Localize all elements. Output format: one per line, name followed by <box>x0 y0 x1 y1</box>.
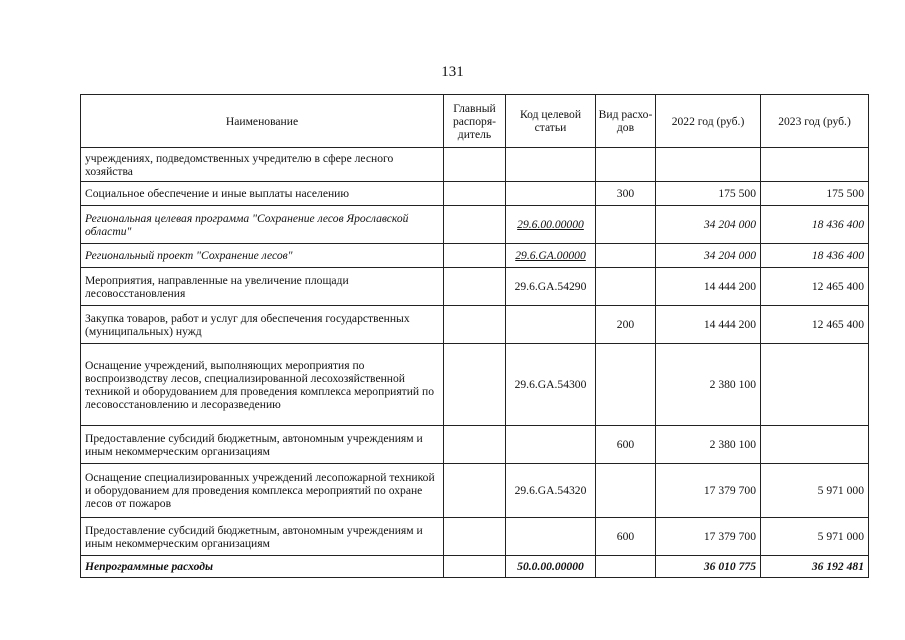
table-row-total <box>81 556 869 578</box>
table-row <box>81 244 869 268</box>
row-code <box>506 148 596 182</box>
row-type: 200 <box>596 306 656 344</box>
table-row <box>81 426 869 464</box>
budget-table <box>80 94 869 578</box>
row-code <box>506 426 596 464</box>
row-2022: 36 010 775 <box>656 556 761 578</box>
row-manager <box>444 244 506 268</box>
row-2022: 17 379 700 <box>656 464 761 518</box>
row-2023: 18 436 400 <box>761 244 869 268</box>
row-2023: 36 192 481 <box>761 556 869 578</box>
row-name: Социальное обеспечение и иные выплаты населению <box>81 182 444 206</box>
row-2023: 12 465 400 <box>761 306 869 344</box>
table-header-row <box>81 95 869 148</box>
row-2022: 2 380 100 <box>656 426 761 464</box>
row-manager <box>444 206 506 244</box>
row-name: Региональный проект "Сохранение лесов" <box>81 244 444 268</box>
row-code <box>506 182 596 206</box>
table-row <box>81 518 869 556</box>
row-2022: 175 500 <box>656 182 761 206</box>
row-code: 29.6.GA.54290 <box>506 268 596 306</box>
row-name: Мероприятия, направленные на увеличение площади лесовосстановления <box>81 268 444 306</box>
row-name: Непрограммные расходы <box>81 556 444 578</box>
row-2023: 18 436 400 <box>761 206 869 244</box>
header-code: Код целевой статьи <box>506 95 596 148</box>
row-code: 29.6.GA.54320 <box>506 464 596 518</box>
row-code: 29.6.GA.54300 <box>506 344 596 426</box>
row-name: Оснащение специализированных учреждений лесопожарной техникой и оборудованием для проведения комплекса мероприятий по охране лесов от пожаров <box>81 464 444 518</box>
row-type: 300 <box>596 182 656 206</box>
row-2022: 14 444 200 <box>656 306 761 344</box>
header-type: Вид расхо-дов <box>596 95 656 148</box>
row-code <box>506 306 596 344</box>
row-manager <box>444 306 506 344</box>
row-name: учреждениях, подведомственных учредителю в сфере лесного хозяйства <box>81 148 444 182</box>
table-row <box>81 148 869 182</box>
row-name: Региональная целевая программа "Сохранение лесов Ярославской области" <box>81 206 444 244</box>
row-type: 600 <box>596 426 656 464</box>
row-name: Предоставление субсидий бюджетным, автономным учреждениям и иным некоммерческим организациям <box>81 518 444 556</box>
header-name: Наименование <box>81 95 444 148</box>
row-type <box>596 206 656 244</box>
row-code: 50.0.00.00000 <box>506 556 596 578</box>
row-manager <box>444 426 506 464</box>
row-manager <box>444 464 506 518</box>
row-type <box>596 556 656 578</box>
page-number: 131 <box>441 64 464 80</box>
row-2022: 34 204 000 <box>656 244 761 268</box>
row-type <box>596 244 656 268</box>
row-2022 <box>656 148 761 182</box>
table-row <box>81 182 869 206</box>
table-row <box>81 306 869 344</box>
row-2023: 175 500 <box>761 182 869 206</box>
row-type <box>596 148 656 182</box>
row-type <box>596 464 656 518</box>
row-2022: 34 204 000 <box>656 206 761 244</box>
table-row <box>81 344 869 426</box>
row-2023: 5 971 000 <box>761 464 869 518</box>
row-manager <box>444 344 506 426</box>
header-manager: Главный распоря-дитель <box>444 95 506 148</box>
row-manager <box>444 556 506 578</box>
row-manager <box>444 268 506 306</box>
row-name: Закупка товаров, работ и услуг для обеспечения государственных (муниципальных) нужд <box>81 306 444 344</box>
row-code: 29.6.00.00000 <box>506 206 596 244</box>
table-row <box>81 464 869 518</box>
header-2022: 2022 год (руб.) <box>656 95 761 148</box>
row-manager <box>444 518 506 556</box>
row-2022: 14 444 200 <box>656 268 761 306</box>
header-2023: 2023 год (руб.) <box>761 95 869 148</box>
row-type <box>596 344 656 426</box>
row-name: Оснащение учреждений, выполняющих мероприятия по воспроизводству лесов, специализированной лесохозяйственной техникой и оборудованием для проведения комплекса мероприятий по лесовосстановлению и лесоразведению <box>81 344 444 426</box>
row-code: 29.6.GA.00000 <box>506 244 596 268</box>
row-manager <box>444 182 506 206</box>
row-name: Предоставление субсидий бюджетным, автономным учреждениям и иным некоммерческим организациям <box>81 426 444 464</box>
row-type <box>596 268 656 306</box>
row-code <box>506 518 596 556</box>
row-2023: 12 465 400 <box>761 268 869 306</box>
row-type: 600 <box>596 518 656 556</box>
row-2022: 2 380 100 <box>656 344 761 426</box>
row-2023 <box>761 344 869 426</box>
row-2023: 5 971 000 <box>761 518 869 556</box>
row-manager <box>444 148 506 182</box>
table-row <box>81 206 869 244</box>
table-row <box>81 268 869 306</box>
row-2023 <box>761 426 869 464</box>
row-2023 <box>761 148 869 182</box>
row-2022: 17 379 700 <box>656 518 761 556</box>
